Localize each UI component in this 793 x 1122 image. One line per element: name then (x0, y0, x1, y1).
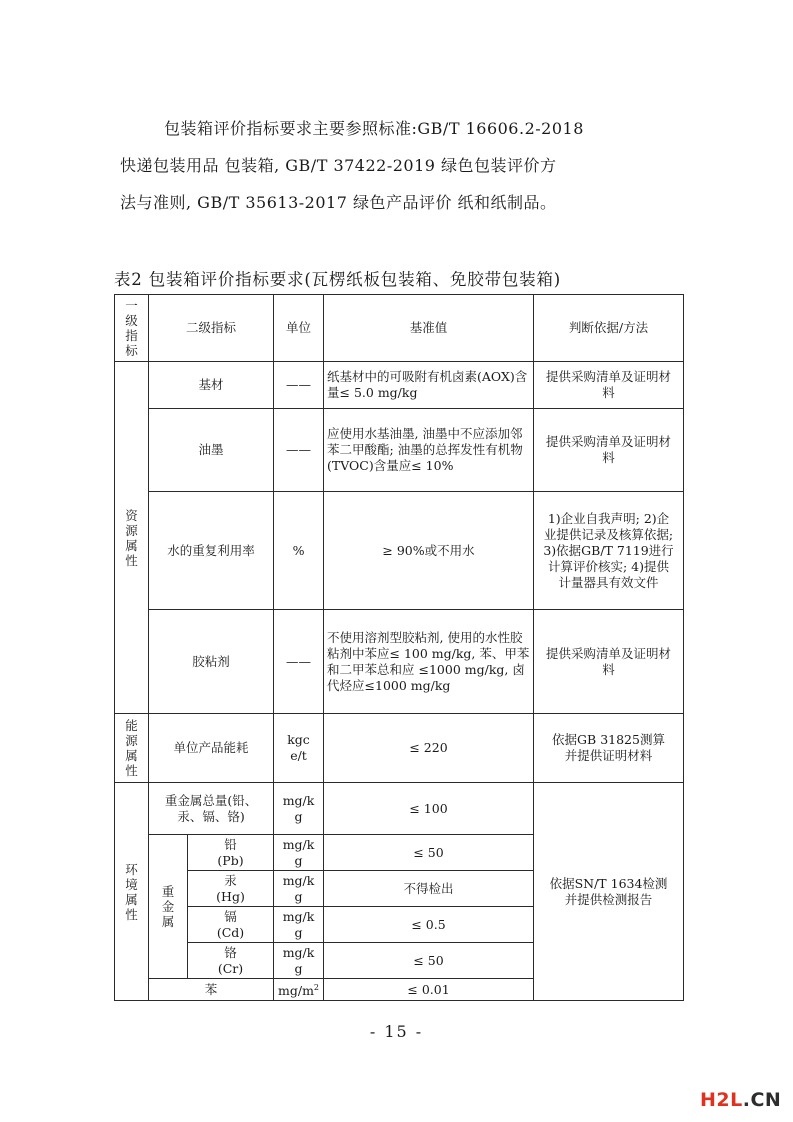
indicator-name: 水的重复利用率 (149, 492, 274, 610)
indicator-value: 不使用溶剂型胶粘剂, 使用的水性胶粘剂中苯应≤ 100 mg/kg, 苯、甲苯和二甲苯总和应 ≤1000 mg/kg, 卤代烃应≤1000 mg/kg (324, 610, 534, 714)
intro-line: 法与准则, GB/T 35613-2017 绿色产品评价 纸和纸制品。 (120, 193, 557, 212)
indicator-value: ≤ 220 (324, 714, 534, 783)
indicator-name: 单位产品能耗 (149, 714, 274, 783)
indicator-value: ≤ 50 (324, 835, 534, 871)
table-row (115, 362, 684, 409)
metal-name: 镉 (Cd) (188, 907, 274, 943)
indicator-unit: $mg/m^2$ (274, 979, 324, 1001)
indicator-unit: kgce/t (274, 714, 324, 783)
indicator-name: 重金属总量(铅、汞、镉、铬) (149, 783, 274, 835)
table-row (115, 409, 684, 492)
header-baseline: 基准值 (324, 295, 534, 362)
header-method: 判断依据/方法 (534, 295, 684, 362)
metal-name: 铅 (Pb) (188, 835, 274, 871)
indicator-unit: mg/kg (274, 943, 324, 979)
indicator-unit: mg/kg (274, 871, 324, 907)
indicator-value: ≤ 0.01 (324, 979, 534, 1001)
indicator-method: 提供采购清单及证明材料 (534, 362, 684, 409)
indicator-method: 依据SN/T 1634检测并提供检测报告 (534, 783, 684, 1001)
intro-line: 包装箱评价指标要求主要参照标准:GB/T 16606.2-2018 (164, 119, 584, 138)
header-unit: 单位 (274, 295, 324, 362)
table-row (115, 610, 684, 714)
indicator-unit: —— (274, 610, 324, 714)
category-resource: 资源属性 (115, 362, 149, 714)
indicator-value: 不得检出 (324, 871, 534, 907)
indicator-value: ≥ 90%或不用水 (324, 492, 534, 610)
category-energy: 能源属性 (115, 714, 149, 783)
evaluation-table (114, 294, 684, 1001)
indicator-method: 提供采购清单及证明材料 (534, 610, 684, 714)
indicator-name: 苯 (149, 979, 274, 1001)
indicator-name: 基材 (149, 362, 274, 409)
indicator-unit: mg/kg (274, 907, 324, 943)
table-row (115, 714, 684, 783)
indicator-value: 应使用水基油墨, 油墨中不应添加邻苯二甲酸酯; 油墨的总挥发性有机物(TVOC)含量应≤ 10% (324, 409, 534, 492)
indicator-value: ≤ 50 (324, 943, 534, 979)
table-row (115, 783, 684, 835)
category-environment: 环境属性 (115, 783, 149, 1001)
indicator-unit: —— (274, 409, 324, 492)
page-number: - 15 - (369, 1022, 424, 1041)
indicator-value: 纸基材中的可吸附有机卤素(AOX)含量≤ 5.0 mg/kg (324, 362, 534, 409)
indicator-unit: mg/kg (274, 835, 324, 871)
metal-name: 汞 (Hg) (188, 871, 274, 907)
indicator-unit: mg/kg (274, 783, 324, 835)
intro-line: 快递包装用品 包装箱, GB/T 37422-2019 绿色包装评价方 (120, 156, 557, 175)
indicator-value: ≤ 0.5 (324, 907, 534, 943)
indicator-method: 1)企业自我声明; 2)企业提供记录及核算依据; 3)依据GB/T 7119进行计算评价核实; 4)提供计量器具有效文件 (534, 492, 684, 610)
heavy-metal-group: 重金属 (149, 835, 188, 979)
indicator-unit: —— (274, 362, 324, 409)
header-level2: 二级指标 (149, 295, 274, 362)
table-header-row (115, 295, 684, 362)
table-row (115, 492, 684, 610)
metal-name: 铬 (Cr) (188, 943, 274, 979)
intro-paragraph (120, 110, 680, 221)
indicator-name: 胶粘剂 (149, 610, 274, 714)
watermark-logo: H2L.CN (700, 1089, 782, 1111)
header-level1: 一级指标 (115, 295, 149, 362)
indicator-value: ≤ 100 (324, 783, 534, 835)
indicator-unit: % (274, 492, 324, 610)
indicator-method: 提供采购清单及证明材料 (534, 409, 684, 492)
indicator-name: 油墨 (149, 409, 274, 492)
table-caption: 表2 包装箱评价指标要求(瓦楞纸板包装箱、免胶带包装箱) (114, 270, 562, 289)
indicator-method: 依据GB 31825测算并提供证明材料 (534, 714, 684, 783)
